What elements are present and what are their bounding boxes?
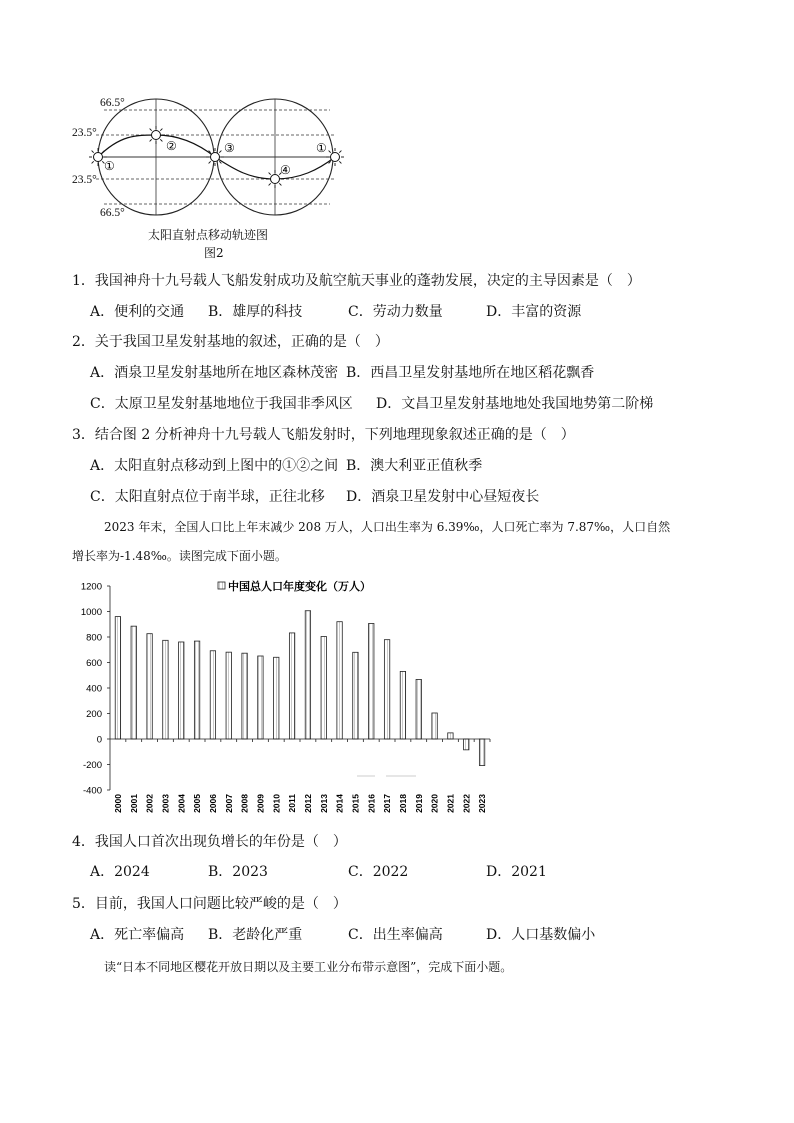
question-stem: 2．关于我国卫星发射基地的叙述，正确的是（ ） <box>72 334 389 350</box>
bar-2015 <box>353 652 358 739</box>
x-tick-label: 2004 <box>176 794 187 813</box>
option-b: B．澳大利亚正值秋季 <box>346 458 483 474</box>
point-label: ① <box>104 159 115 173</box>
x-tick-label: 2012 <box>302 794 313 813</box>
option-d: D．酒泉卫星发射中心昼短夜长 <box>346 489 540 505</box>
option-c: C．太原卫星发射基地地位于我国非季风区 <box>90 396 353 412</box>
y-tick-label: 1200 <box>80 581 102 593</box>
lat-label: 23.5° <box>72 127 97 139</box>
x-tick-label: 2015 <box>350 794 361 813</box>
x-tick-label: 2023 <box>477 794 488 813</box>
option-a: A．太阳直射点移动到上图中的①②之间 <box>90 458 339 474</box>
x-tick-label: 2009 <box>255 794 266 813</box>
option-c: C．2022 <box>348 864 409 880</box>
x-axis <box>110 739 490 813</box>
option-a: A．死亡率偏高 <box>90 927 185 943</box>
x-tick-label: 2003 <box>160 794 171 813</box>
lat-label: 66.5° <box>100 207 125 219</box>
figure-caption: 太阳直射点移动轨迹图 <box>148 228 269 242</box>
option-d: D．丰富的资源 <box>486 304 582 320</box>
question-stem: 3．结合图 2 分析神舟十九号载人飞船发射时，下列地理现象叙述正确的是（ ） <box>72 427 575 443</box>
x-tick-label: 2000 <box>112 794 123 813</box>
option-d: D．2021 <box>486 864 547 880</box>
x-tick-label: 2010 <box>271 794 282 813</box>
bar-2010 <box>274 657 279 739</box>
y-tick-label: -400 <box>82 785 102 797</box>
option-d: D．文昌卫星发射基地地处我国地势第二阶梯 <box>376 396 654 412</box>
option-a: A．2024 <box>90 864 150 880</box>
bar-2000 <box>115 617 120 739</box>
bar-2001 <box>131 626 136 739</box>
sun-icon <box>206 148 224 166</box>
question-stem: 1．我国神舟十九号载人飞船发射成功及航空航天事业的蓬勃发展，决定的主导因素是（ ） <box>72 273 641 289</box>
point-label: ① <box>316 141 327 155</box>
question-stem: 4．我国人口首次出现负增长的年份是（ ） <box>72 834 347 850</box>
x-tick-label: 2021 <box>445 794 456 813</box>
x-tick-label: 2020 <box>429 794 440 813</box>
closing-instruction: 读“日本不同地区樱花开放日期以及主要工业分布带示意图”，完成下面小题。 <box>104 960 513 974</box>
x-tick-label: 2016 <box>366 794 377 813</box>
x-tick-label: 2005 <box>192 794 203 813</box>
bar-2007 <box>226 652 231 739</box>
option-b: B．雄厚的科技 <box>208 304 303 320</box>
x-tick-label: 2017 <box>382 794 393 813</box>
bar-2019 <box>416 679 421 739</box>
option-a: A．酒泉卫星发射基地所在地区森林茂密 <box>90 365 339 381</box>
x-tick-label: 2018 <box>397 794 408 813</box>
option-b: B．2023 <box>208 864 268 880</box>
chart-title: 中国总人口年度变化（万人） <box>228 581 371 593</box>
passage-line: 2023 年末，全国人口比上年末减少 208 万人，人口出生率为 6.39‰，人口死亡率为 7.87‰，人口自然 <box>104 520 671 534</box>
y-tick-label: 0 <box>96 734 102 746</box>
point-label: ② <box>166 139 177 153</box>
lat-label: 23.5° <box>72 174 97 186</box>
y-axis <box>81 582 110 797</box>
point-label: ③ <box>224 141 235 155</box>
bar-2012 <box>305 611 310 739</box>
option-a: A．便利的交通 <box>90 304 185 320</box>
lat-label: 66.5° <box>100 97 125 109</box>
x-tick-label: 2019 <box>413 794 424 813</box>
bar-2011 <box>289 633 294 739</box>
sun-icon <box>326 148 344 166</box>
y-tick-label: 200 <box>86 709 102 720</box>
y-tick-label: 800 <box>86 632 102 644</box>
option-b: B．老龄化严重 <box>208 927 303 943</box>
bar-2008 <box>242 653 247 739</box>
option-d: D．人口基数偏小 <box>486 927 596 943</box>
y-tick-label: 600 <box>86 658 102 669</box>
x-tick-label: 2011 <box>287 794 298 813</box>
figure-label: 图2 <box>204 246 224 260</box>
x-tick-label: 2008 <box>239 794 250 813</box>
bar-2006 <box>210 651 215 739</box>
option-c: C．出生率偏高 <box>348 927 443 943</box>
x-tick-label: 2001 <box>128 794 139 813</box>
option-c: C．劳动力数量 <box>348 304 443 320</box>
bar-2020 <box>432 713 437 739</box>
x-tick-label: 2002 <box>144 794 155 813</box>
x-tick-label: 2006 <box>207 794 218 813</box>
bar-2023 <box>479 739 484 766</box>
x-tick-label: 2007 <box>223 794 234 813</box>
bar-2013 <box>321 636 326 739</box>
chart-legend <box>218 579 371 593</box>
bar-2014 <box>337 622 342 739</box>
bar-2022 <box>464 739 469 750</box>
legend-swatch <box>218 582 225 589</box>
question-stem: 5．目前，我国人口问题比较严峻的是（ ） <box>72 896 347 912</box>
bar-2002 <box>147 634 152 739</box>
bar-2018 <box>400 671 405 739</box>
x-tick-label: 2014 <box>334 794 345 813</box>
x-tick-label: 2022 <box>461 794 472 813</box>
bar-2005 <box>194 641 199 739</box>
x-tick-label: 2013 <box>318 794 329 813</box>
point-label: ④ <box>280 163 291 177</box>
option-b: B．西昌卫星发射基地所在地区稻花飘香 <box>346 365 595 381</box>
bar-2017 <box>384 640 389 739</box>
bar-2003 <box>163 640 168 739</box>
population-chart <box>60 574 500 824</box>
y-tick-label: -200 <box>82 760 102 771</box>
bar-2009 <box>258 656 263 739</box>
y-tick-label: 1000 <box>80 607 102 618</box>
sun-icon <box>147 126 165 144</box>
passage-line: 增长率为-1.48‰。读图完成下面小题。 <box>72 549 287 563</box>
bars <box>115 611 485 766</box>
bar-2021 <box>448 733 453 739</box>
bar-2016 <box>369 623 374 739</box>
bar-2004 <box>179 642 184 739</box>
y-tick-label: 400 <box>86 683 102 695</box>
option-c: C．太阳直射点位于南半球，正往北移 <box>90 489 325 505</box>
